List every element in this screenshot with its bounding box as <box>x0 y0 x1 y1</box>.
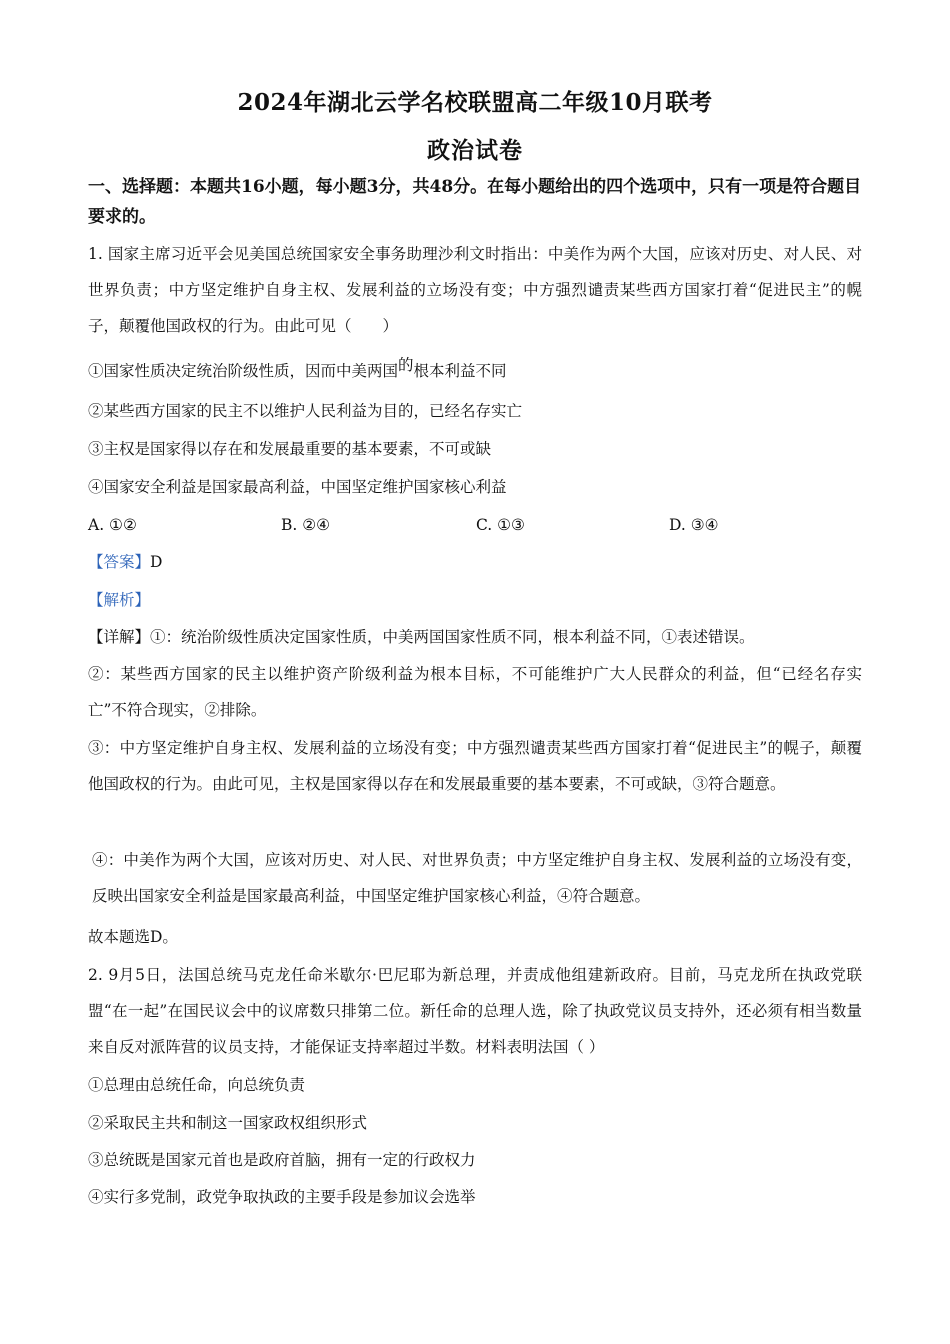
q1-detail-4: ④：中美作为两个大国，应该对历史、对人民、对世界负责；中方坚定维护自身主权、发展利益的立场没有变，反映出国家安全利益是国家最高利益，中国坚定维护国家核心利益，④符合题意。 <box>92 851 862 905</box>
answer-tag: 【答案】 <box>88 553 151 571</box>
q1-option-b: B. ②④ <box>281 516 331 534</box>
q1-item-3: ③主权是国家得以存在和发展最重要的基本要素，不可或缺 <box>88 440 492 458</box>
answer-value: D <box>150 553 163 571</box>
q1-stem: 1. 国家主席习近平会见美国总统国家安全事务助理沙利文时指出：中美作为两个大国，应该对历史、对人民、对世界负责；中方坚定维护自身主权、发展利益的立场没有变；中方强烈谴责某些西方国家打着“促进民主”的幌子，颠覆他国政权的行为。由此可见（ ） <box>88 245 862 335</box>
q1-detail-1: 【详解】①：统治阶级性质决定国家性质，中美两国国家性质不同，根本利益不同，①表述错误。 <box>88 628 755 646</box>
q2-stem: 2. 9月5日，法国总统马克龙任命米歇尔·巴尼耶为新总理，并责成他组建新政府。目前，马克龙所在执政党联盟“在一起”在国民议会中的议席数只排第二位。新任命的总理人选，除了执政党议员支持外，还必须有相当数量来自反对派阵营的议员支持，才能保证支持率超过半数。材料表明法国（ ） <box>88 966 862 1056</box>
q1-answer <box>88 551 162 573</box>
q2-item-4: ④实行多党制，政党争取执政的主要手段是参加议会选举 <box>88 1188 476 1206</box>
q2-item-1: ①总理由总统任命，向总统负责 <box>88 1076 306 1094</box>
q1-option-a: A. ①② <box>88 516 137 534</box>
q1-item-1-text-b: 根本利益不同 <box>413 362 507 380</box>
q1-option-d: D. ③④ <box>669 516 719 534</box>
q1-detail-3: ③：中方坚定维护自身主权、发展利益的立场没有变；中方强烈谴责某些西方国家打着“促进民主”的幌子，颠覆他国政权的行为。由此可见，主权是国家得以存在和发展最重要的基本要素，不可或缺，③符合题意。 <box>88 739 862 793</box>
analysis-tag: 【解析】 <box>88 591 151 609</box>
q1-item-1 <box>88 356 507 382</box>
page-title: 2024年湖北云学名校联盟高二年级10月联考 <box>237 89 713 116</box>
section-heading: 一、选择题：本题共16小题，每小题3分，共48分。在每小题给出的四个选项中，只有一项是符合题目要求的。 <box>88 177 862 227</box>
q2-item-2: ②采取民主共和制这一国家政权组织形式 <box>88 1114 368 1132</box>
q2-item-3: ③总统既是国家元首也是政府首脑，拥有一定的行政权力 <box>88 1151 476 1169</box>
q1-detail-2: ②：某些西方国家的民主以维护资产阶级利益为根本目标，不可能维护广大人民群众的利益，但“已经名存实亡”不符合现实，②排除。 <box>88 665 862 719</box>
page-subtitle: 政治试卷 <box>427 137 523 164</box>
q1-option-c: C. ①③ <box>476 516 525 534</box>
q1-item-1-sup: 的 <box>398 356 414 374</box>
q1-conclusion: 故本题选D。 <box>88 928 178 946</box>
q1-item-1-text-a: ①国家性质决定统治阶级性质，因而中美两国 <box>88 362 399 380</box>
q1-item-2: ②某些西方国家的民主不以维护人民利益为目的，已经名存实亡 <box>88 402 523 420</box>
q1-item-4: ④国家安全利益是国家最高利益，中国坚定维护国家核心利益 <box>88 478 507 496</box>
